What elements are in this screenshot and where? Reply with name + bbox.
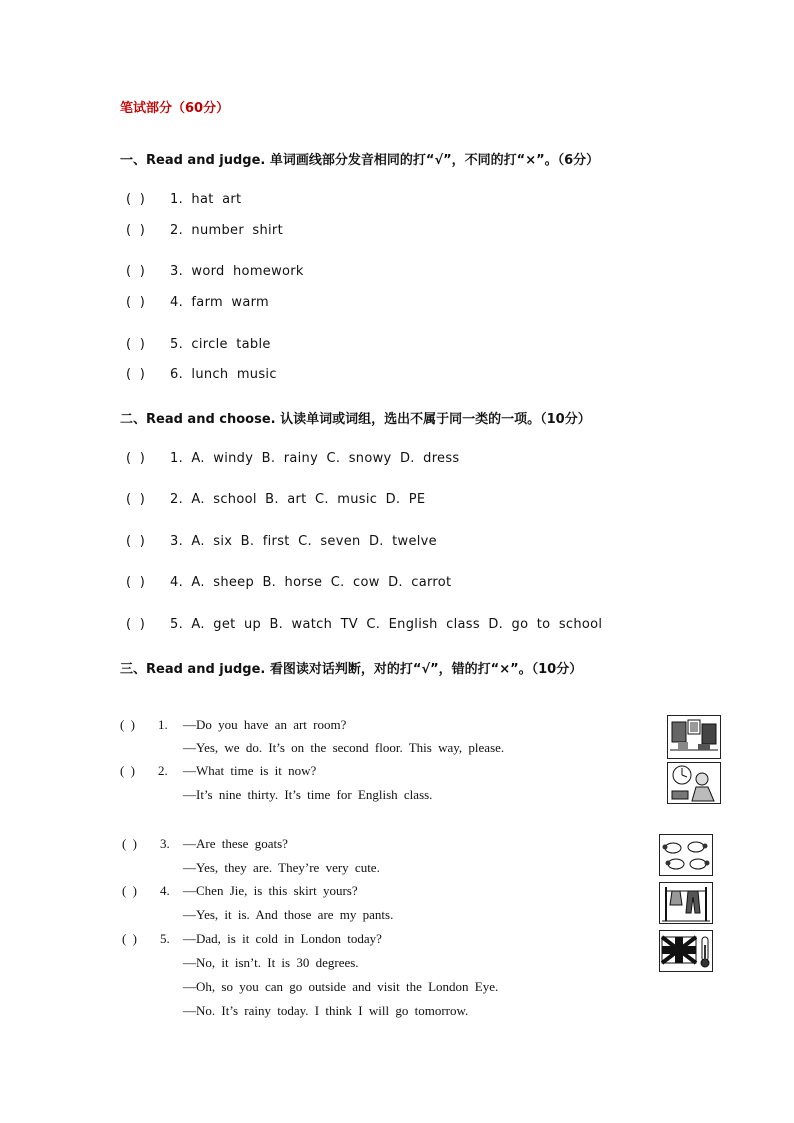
- s1-question-6: [126, 367, 277, 382]
- s3-q3-bracket[interactable]: ( ): [122, 836, 137, 851]
- s2-question-5: [126, 617, 602, 632]
- s3-q5-number: 5.: [160, 931, 170, 946]
- s3-q3-line-1: —Are these goats?: [183, 836, 288, 851]
- s3-q1-line-1: —Do you have an art room?: [183, 717, 347, 732]
- s3-q4-line-1: —Chen Jie, is this skirt yours?: [183, 883, 358, 898]
- s3-q1-number: 1.: [158, 717, 168, 732]
- s1-question-4: [126, 295, 269, 310]
- s3-q3-number: 3.: [160, 836, 170, 851]
- s2-question-3: [126, 534, 437, 549]
- answer-bracket[interactable]: ( ): [126, 492, 146, 507]
- s3-q2-line-2: —It’s nine thirty. It’s time for English class.: [183, 787, 433, 802]
- art-room-picture-icon: [667, 715, 721, 759]
- uk-flag-thermometer-picture-icon: [659, 930, 713, 972]
- s3-q5-line-3: —Oh, so you can go outside and visit the London Eye.: [183, 979, 499, 994]
- s1-question-1: [126, 192, 241, 207]
- answer-bracket[interactable]: ( ): [126, 223, 146, 238]
- question-text: 5. circle table: [170, 337, 271, 352]
- s2-question-4: [126, 575, 451, 590]
- answer-bracket[interactable]: ( ): [126, 264, 146, 279]
- question-text: 1. A. windy B. rainy C. snowy D. dress: [170, 451, 460, 466]
- clothesline-picture-icon: [659, 882, 713, 924]
- s3-q5-line-2: —No, it isn’t. It is 30 degrees.: [183, 955, 359, 970]
- section-2-heading: 二、Read and choose. 认读单词或词组，选出不属于同一类的一项。（10分）: [120, 412, 591, 427]
- question-text: 3. A. six B. first C. seven D. twelve: [170, 534, 437, 549]
- answer-bracket[interactable]: ( ): [126, 534, 146, 549]
- s3-q5-line-4: —No. It’s rainy today. I think I will go tomorrow.: [183, 1003, 469, 1018]
- page-title: 笔试部分（60分）: [120, 101, 230, 116]
- sheep-picture-icon: [659, 834, 713, 876]
- answer-bracket[interactable]: ( ): [126, 367, 146, 382]
- s3-q2-bracket[interactable]: ( ): [120, 763, 135, 778]
- s3-q1-line-2: —Yes, we do. It’s on the second floor. This way, please.: [183, 740, 505, 755]
- section-1-heading: 一、Read and judge. 单词画线部分发音相同的打“√”，不同的打“×”。（6分）: [120, 153, 600, 168]
- s3-q5-bracket[interactable]: ( ): [122, 931, 137, 946]
- question-text: 1. hat art: [170, 192, 242, 207]
- s1-question-2: [126, 223, 283, 238]
- question-text: 2. number shirt: [170, 223, 283, 238]
- question-text: 5. A. get up B. watch TV C. English class D. go to school: [170, 617, 603, 632]
- answer-bracket[interactable]: ( ): [126, 575, 146, 590]
- s3-q4-number: 4.: [160, 883, 170, 898]
- s1-question-5: [126, 337, 271, 352]
- s2-question-2: [126, 492, 425, 507]
- question-text: 2. A. school B. art C. music D. PE: [170, 492, 426, 507]
- s3-q4-line-2: —Yes, it is. And those are my pants.: [183, 907, 394, 922]
- clock-classroom-picture-icon: [667, 762, 721, 804]
- s3-q2-line-1: —What time is it now?: [183, 763, 317, 778]
- answer-bracket[interactable]: ( ): [126, 451, 146, 466]
- s3-q1-bracket[interactable]: ( ): [120, 717, 135, 732]
- answer-bracket[interactable]: ( ): [126, 192, 146, 207]
- s3-q5-line-1: —Dad, is it cold in London today?: [183, 931, 382, 946]
- question-text: 4. farm warm: [170, 295, 269, 310]
- question-text: 3. word homework: [170, 264, 304, 279]
- s2-question-1: [126, 451, 460, 466]
- question-text: 6. lunch music: [170, 367, 277, 382]
- s3-q3-line-2: —Yes, they are. They’re very cute.: [183, 860, 380, 875]
- s3-q2-number: 2.: [158, 763, 168, 778]
- s1-question-3: [126, 264, 304, 279]
- answer-bracket[interactable]: ( ): [126, 617, 146, 632]
- answer-bracket[interactable]: ( ): [126, 295, 146, 310]
- question-text: 4. A. sheep B. horse C. cow D. carrot: [170, 575, 452, 590]
- s3-q4-bracket[interactable]: ( ): [122, 883, 137, 898]
- answer-bracket[interactable]: ( ): [126, 337, 146, 352]
- section-3-heading: 三、Read and judge. 看图读对话判断，对的打“√”，错的打“×”。（10分）: [120, 662, 583, 677]
